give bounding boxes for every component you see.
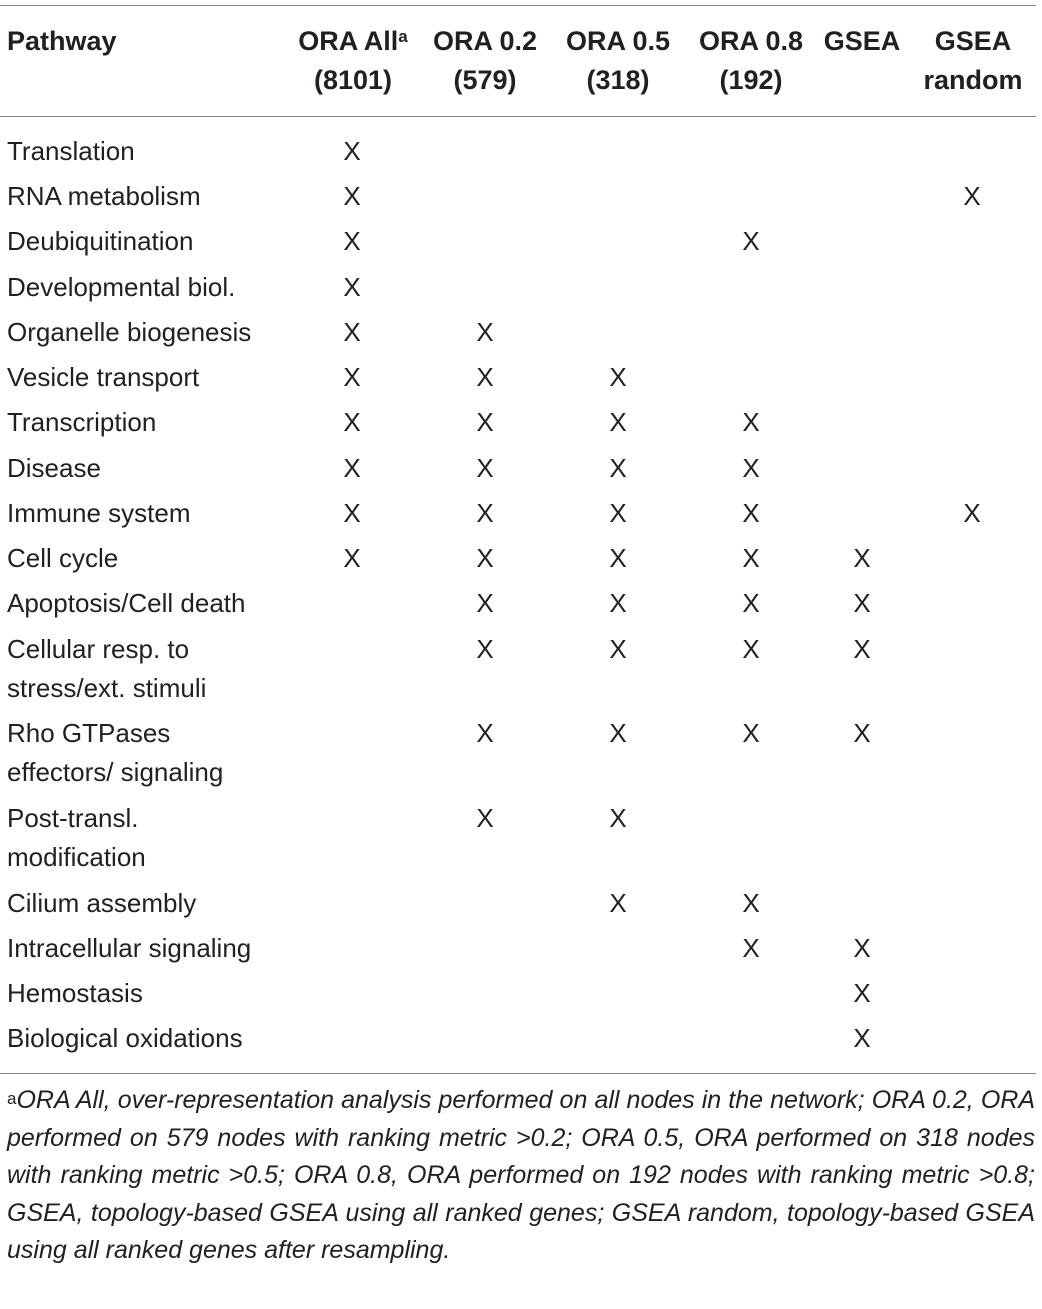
mark-cell: X [343,181,361,211]
header-pathway: Pathway [7,26,117,56]
mark-cell: X [609,588,627,618]
mark-cell: X [853,718,871,748]
mark-cell: X [343,407,361,437]
mark-cell: X [853,543,871,573]
header-rule [0,116,1036,117]
mark-cell: X [853,634,871,664]
header-ora-08-count: (192) [719,65,783,95]
pathway-name: Immune system [7,498,191,528]
mark-cell: X [343,498,361,528]
mark-cell: X [742,226,760,256]
pathway-name: Deubiquitination [7,226,194,256]
mark-cell: X [343,136,361,166]
pathway-name: Cellular resp. to [7,634,190,664]
footnote-text: ORA All, over-representation analysis performed on all nodes in the network; ORA 0.2, ORA performed on 579 nodes with ranking metric >0.2; ORA 0.5, ORA performed on 318 nodes with ranking metric >0.5; ORA 0.8, ORA performed on 192 nodes with ranking metric >0.8; GSEA, topology-based GSEA using all ranked genes; GSEA random, topology-based GSEA using all ranked genes after resampling. [7,1086,1035,1264]
pathway-name: Developmental biol. [7,272,236,302]
header-ora-all [283,22,423,100]
mark-cell: X [609,498,627,528]
mark-cell: X [853,978,871,1008]
header-ora-08 [686,22,816,100]
mark-cell: X [476,362,494,392]
mark-cell: X [742,718,760,748]
mark-cell: X [476,718,494,748]
pathway-name: Rho GTPases [7,718,171,748]
mark-cell: X [343,317,361,347]
header-ora-02-title: ORA 0.2 [432,26,538,56]
pathway-name: effectors/ signaling [7,757,224,787]
pathway-name: Vesicle transport [7,362,200,392]
mark-cell: X [609,718,627,748]
header-ora-all-sup: a [398,27,408,46]
mark-cell: X [343,272,361,302]
pathway-name: modification [7,842,146,872]
pathway-name: Disease [7,453,101,483]
header-ora-02-count: (579) [453,65,517,95]
mark-cell: X [609,453,627,483]
pathway-name: Post-transl. [7,803,139,833]
mark-cell: X [853,933,871,963]
mark-cell: X [476,407,494,437]
mark-cell: X [742,407,760,437]
pathway-name: Cilium assembly [7,888,197,918]
pathway-name: stress/ext. stimuli [7,673,207,703]
footnote [7,1082,1035,1270]
mark-cell: X [609,888,627,918]
pathway-name: Organelle biogenesis [7,317,252,347]
pathway-name: Hemostasis [7,978,143,1008]
header-ora-all-title: ORA All [298,26,399,56]
header-ora-all-count: (8101) [313,65,393,95]
header-ora-05-count: (318) [586,65,650,95]
mark-cell: X [742,453,760,483]
mark-cell: X [742,634,760,664]
header-gsea [812,22,912,61]
header-gsea-random [913,22,1033,100]
mark-cell: X [742,498,760,528]
footnote-marker: a [7,1089,17,1108]
mark-cell: X [476,803,494,833]
mark-cell: X [742,543,760,573]
table-top-rule [0,5,1036,6]
pathway-name: Apoptosis/Cell death [7,588,246,618]
mark-cell: X [343,226,361,256]
header-ora-02 [420,22,550,100]
mark-cell: X [609,362,627,392]
mark-cell: X [609,543,627,573]
header-ora-05-title: ORA 0.5 [565,26,671,56]
pathway-name: Translation [7,136,135,166]
mark-cell: X [963,181,981,211]
mark-cell: X [963,498,981,528]
mark-cell: X [742,888,760,918]
mark-cell: X [343,543,361,573]
mark-cell: X [476,634,494,664]
mark-cell: X [476,543,494,573]
mark-cell: X [476,317,494,347]
pathway-name: Transcription [7,407,157,437]
pathway-name: Cell cycle [7,543,119,573]
header-gsea-random-sub: random [923,65,1023,95]
mark-cell: X [476,453,494,483]
header-ora-05 [553,22,683,100]
mark-cell: X [742,933,760,963]
pathway-name: RNA metabolism [7,181,201,211]
pathway-name: Intracellular signaling [7,933,252,963]
pathway-name: Biological oxidations [7,1023,243,1053]
mark-cell: X [609,407,627,437]
mark-cell: X [609,634,627,664]
mark-cell: X [609,803,627,833]
mark-cell: X [742,588,760,618]
mark-cell: X [343,362,361,392]
mark-cell: X [343,453,361,483]
mark-cell: X [853,1023,871,1053]
mark-cell: X [476,498,494,528]
table-bottom-rule [0,1073,1036,1074]
header-gsea-random-title: GSEA [934,26,1012,56]
header-gsea-title: GSEA [823,26,901,56]
mark-cell: X [476,588,494,618]
mark-cell: X [853,588,871,618]
header-ora-08-title: ORA 0.8 [698,26,804,56]
